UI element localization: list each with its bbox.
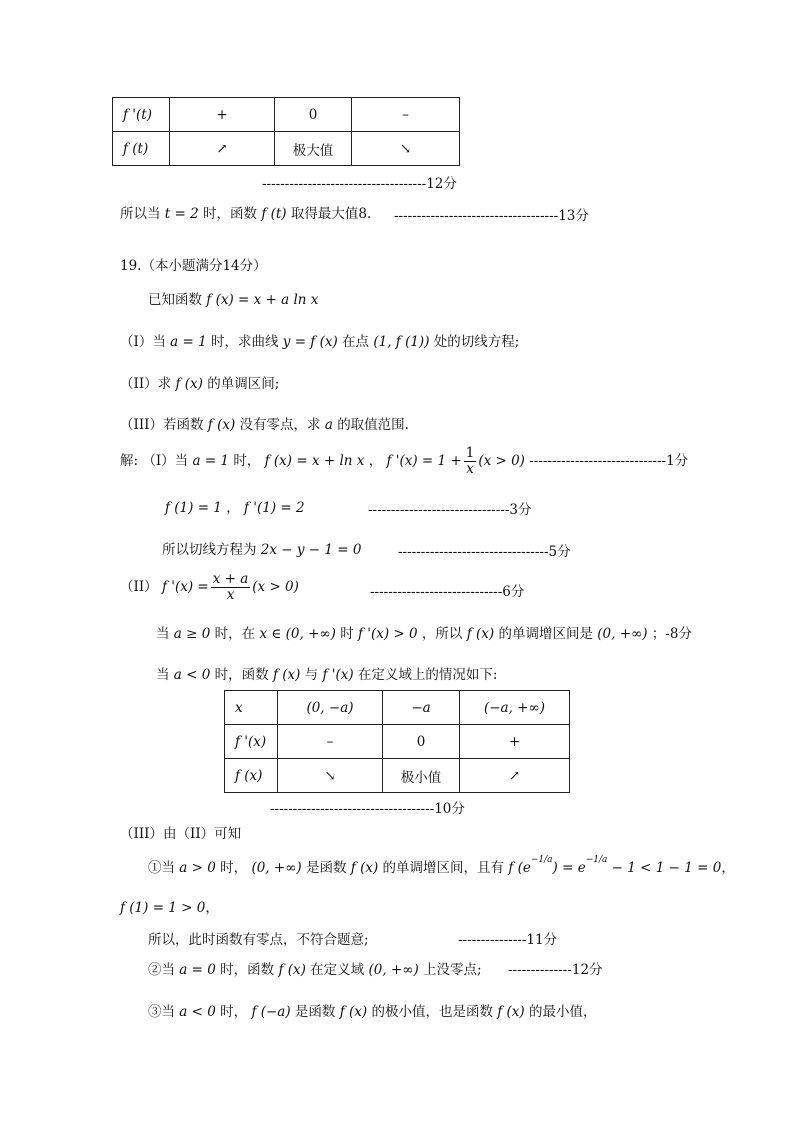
text: 时，求曲线 — [210, 334, 279, 350]
text-line — [148, 1000, 596, 1020]
text-line — [148, 958, 482, 978]
text: 与 — [304, 667, 319, 683]
math: a = 1 — [192, 453, 230, 469]
math: f (x) = x + ln x — [264, 453, 365, 469]
text-line — [165, 496, 305, 516]
table-row — [113, 98, 460, 132]
math: f (x) — [466, 626, 495, 642]
table-cell: + — [460, 725, 570, 759]
score-marker: -----------------------------6分 — [370, 584, 525, 600]
text-line — [120, 446, 688, 477]
fraction — [464, 446, 477, 477]
table-cell: ↗ — [460, 759, 570, 793]
text: ， — [226, 500, 240, 516]
text: 上没零点; — [423, 962, 482, 978]
table-cell: 0 — [383, 725, 460, 759]
table-header-cell: (−a, +∞) — [460, 691, 570, 725]
score-marker: ------------------------------1分 — [529, 453, 689, 469]
text-line — [120, 413, 409, 433]
math: a — [324, 417, 333, 433]
text: ③当 — [148, 1004, 175, 1020]
text: 是函数 — [306, 860, 347, 876]
math: f '(x) = 1 + — [386, 453, 462, 469]
table-cell: ↗ — [170, 132, 275, 166]
text: 时， — [220, 860, 248, 876]
text: 的最小值， — [528, 1004, 597, 1020]
text: （II）求 — [120, 376, 172, 392]
text: 所以切线方程为 — [162, 542, 257, 558]
score-marker: --------------12分 — [508, 962, 603, 978]
math: f '(x) — [322, 667, 354, 683]
row-label: f (t) — [113, 132, 170, 166]
text: （II） — [120, 579, 158, 595]
math: f (x) — [175, 376, 203, 392]
text-line — [148, 288, 318, 308]
question-title: 19.（本小题满分14分） — [120, 258, 267, 274]
text: 时 — [340, 626, 354, 642]
text-line: （III）由（II）可知 — [120, 826, 242, 842]
math: f (x) — [350, 860, 379, 876]
text: 当 — [156, 626, 170, 642]
score-marker: ---------------------------------5分 — [398, 544, 571, 560]
math: f (x) — [207, 417, 236, 433]
text: （III）若函数 — [120, 417, 204, 433]
table-cell: 0 — [275, 98, 352, 132]
math: x ∈ (0, +∞) — [259, 626, 336, 642]
score-marker: ------------------------------------13分 — [394, 208, 589, 224]
fraction-denominator: x — [226, 587, 235, 603]
fraction — [211, 572, 251, 603]
table-row — [225, 725, 570, 759]
text: 的极小值，也是函数 — [371, 1004, 493, 1020]
math: f (e — [508, 860, 531, 876]
text: 已知函数 — [148, 292, 202, 308]
text: ， — [205, 900, 219, 916]
table-header-cell: (0, −a) — [278, 691, 383, 725]
table-cell: + — [170, 98, 275, 132]
text: 时，在 — [214, 626, 256, 642]
table-row — [225, 691, 570, 725]
math: a > 0 — [179, 860, 216, 876]
score-marker: -------------------------------3分 — [368, 502, 532, 518]
table-header-cell: −a — [383, 691, 460, 725]
table-row — [113, 132, 460, 166]
text: 时， — [220, 1004, 248, 1020]
text-line — [120, 372, 279, 392]
text: 时，函数 — [203, 206, 258, 222]
text: 当 — [156, 667, 170, 683]
text-line — [156, 663, 497, 683]
text: ， — [721, 860, 735, 876]
text: 的取值范围. — [337, 417, 409, 433]
math: (0, +∞) — [251, 860, 302, 876]
text: 取得最大值8. — [290, 206, 372, 222]
text: （I）当 — [120, 334, 166, 350]
text: ②当 — [148, 962, 175, 978]
row-label: f '(t) — [113, 98, 170, 132]
superscript: −1/a — [530, 855, 553, 865]
math: f (t) — [261, 206, 287, 222]
table-cell: 极小值 — [383, 759, 460, 793]
text: 处的切线方程; — [433, 334, 520, 350]
score-marker: ------------------------------------12分 — [262, 176, 457, 192]
math: f '(x) > 0 — [357, 626, 418, 642]
text: ；-8分 — [651, 626, 692, 642]
score-marker: ------------------------------------10分 — [270, 801, 465, 817]
math: f (x) — [278, 962, 306, 978]
table-row — [225, 759, 570, 793]
text: 时，函数 — [214, 667, 269, 683]
math: (0, +∞) — [597, 626, 648, 642]
text: ①当 — [148, 860, 175, 876]
text: 解: （I）当 — [120, 453, 189, 469]
text: 是函数 — [294, 1004, 336, 1020]
fraction-denominator: x — [466, 461, 474, 477]
text-line: 所以，此时函数有零点，不符合题意; — [148, 932, 369, 948]
text-line — [120, 330, 519, 350]
math: f (x) — [339, 1004, 368, 1020]
math: y = f (x) — [282, 334, 338, 350]
math: f (1) = 1 — [165, 500, 222, 516]
row-label: f (x) — [225, 759, 278, 793]
table-cell: – — [278, 725, 383, 759]
text: 时， — [233, 453, 261, 469]
text-line — [148, 856, 735, 876]
fraction-numerator: 1 — [465, 445, 475, 461]
text: ，所以 — [421, 626, 463, 642]
text: 在点 — [342, 334, 370, 350]
row-label: f '(x) — [225, 725, 278, 759]
math: f (x) = x + a ln x — [206, 292, 319, 308]
text-line — [120, 202, 371, 222]
text-line — [156, 622, 692, 642]
math: a = 1 — [170, 334, 207, 350]
math: f (−a) — [251, 1004, 291, 1020]
table-cell: ↘ — [352, 132, 460, 166]
math: a < 0 — [173, 667, 211, 683]
text: 没有零点，求 — [239, 417, 321, 433]
text: 在定义域上的情况如下: — [357, 667, 498, 683]
math: a ≥ 0 — [173, 626, 211, 642]
text: ， — [368, 453, 383, 469]
table-cell: – — [352, 98, 460, 132]
math: ) = e — [552, 860, 586, 876]
text: 所以当 — [120, 206, 161, 222]
math: f (1) = 1 > 0 — [120, 900, 206, 916]
math: (x > 0) — [252, 579, 299, 595]
math: f (x) — [272, 667, 301, 683]
fraction-numerator: x + a — [212, 571, 249, 587]
math: f '(x) = — [161, 579, 209, 595]
text-line — [120, 896, 219, 916]
math: 2x − y − 1 = 0 — [260, 542, 362, 558]
superscript: −1/a — [585, 855, 608, 865]
math: (1, f (1)) — [373, 334, 430, 350]
table-cell: ↘ — [278, 759, 383, 793]
text: 的单调增区间，且有 — [382, 860, 505, 876]
variation-table-t — [112, 97, 460, 166]
row-label: x — [225, 691, 278, 725]
math: a < 0 — [179, 1004, 216, 1020]
text: 时，函数 — [220, 962, 275, 978]
score-marker: ---------------11分 — [458, 932, 558, 948]
text-line — [162, 538, 362, 558]
variation-table-x — [224, 690, 570, 793]
math: f '(1) = 2 — [244, 500, 305, 516]
text: 在定义域 — [310, 962, 365, 978]
math: a = 0 — [179, 962, 216, 978]
text: 的单调区间; — [207, 376, 280, 392]
math: (0, +∞) — [368, 962, 419, 978]
text-line — [120, 572, 299, 603]
math: f (x) — [497, 1004, 525, 1020]
math: (x > 0) — [478, 453, 525, 469]
math: − 1 < 1 − 1 = 0 — [611, 860, 722, 876]
text: 的单调增区间是 — [498, 626, 593, 642]
table-cell: 极大值 — [275, 132, 352, 166]
math: t = 2 — [164, 206, 199, 222]
